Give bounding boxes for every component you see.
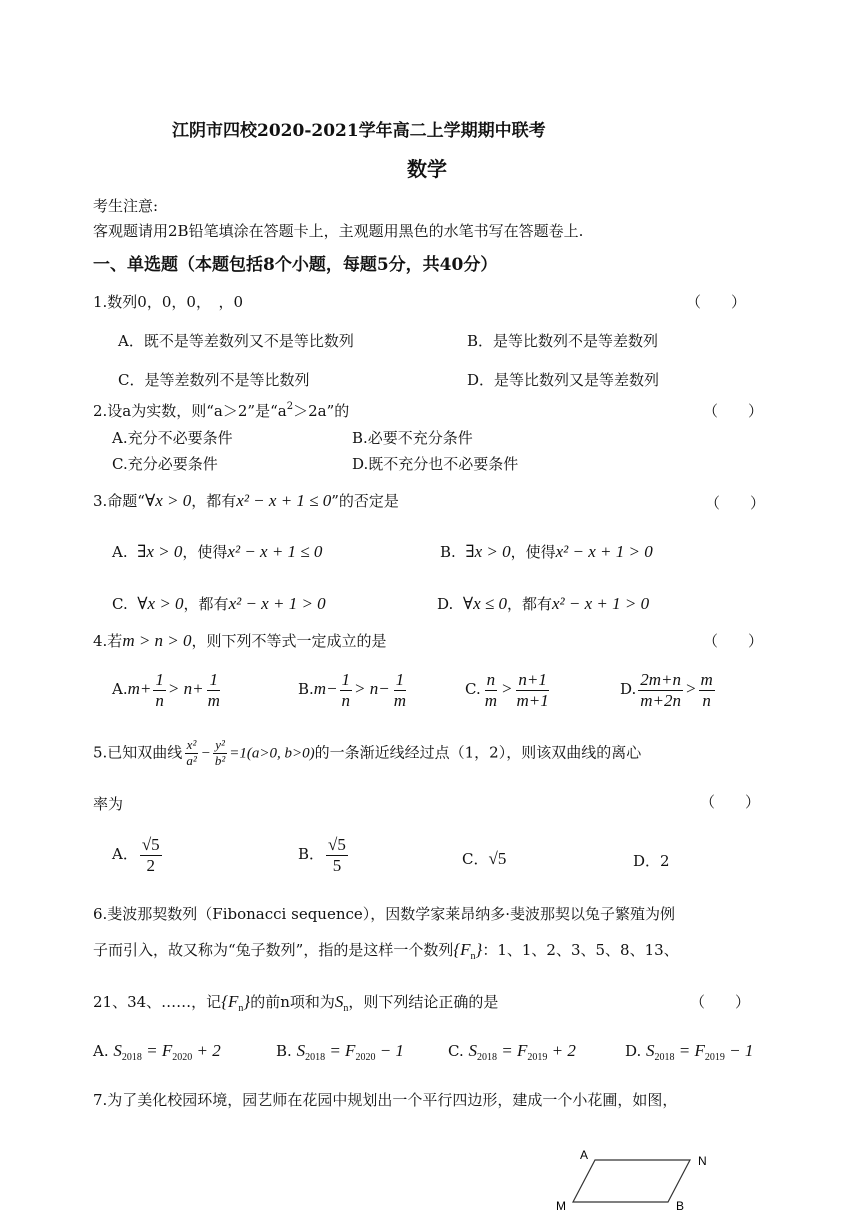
q1-option-a: A．既不是等差数列又不是等比数列 — [118, 332, 354, 350]
q2-option-c: C.充分必要条件 — [112, 455, 218, 473]
q4-option-a: A.m+ $\frac{1}{n}$ > n+ $\frac{1}{m}$ — [112, 670, 220, 710]
q2-answer-paren: （ ） — [703, 402, 764, 420]
notice-label: 考生注意: — [93, 197, 159, 215]
q3-answer-paren: （ ） — [705, 494, 766, 512]
q5-option-d: D．2 — [633, 852, 670, 870]
q5-option-b: B． $\frac{√5}{5}$ — [298, 835, 346, 875]
q1-option-d: D．是等比数列又是等差数列 — [467, 371, 660, 389]
q1-option-c: C．是等差数列不是等比数列 — [118, 371, 310, 389]
q6-option-a: A. $S_{2018} = F_{2020} + 2$ — [93, 1041, 221, 1063]
q6-line1: 6.斐波那契数列（Fibonacci sequence），因数学家莱昂纳多·斐波那契以兔子繁殖为例 — [93, 905, 676, 923]
q3-option-b: B. ∃x > 0，使得x² − x + 1 > 0 — [440, 542, 653, 561]
subject-title: 数学 — [407, 157, 447, 181]
vertex-label-n: N — [698, 1154, 707, 1168]
notice-text: 客观题请用2B铅笔填涂在答题卡上，主观题用黑色的水笔书写在答题卷上. — [93, 222, 584, 240]
q4-option-c: C. $\frac{n}{m}$ > $\frac{n+1}{m+1}$ — [465, 670, 549, 710]
q4-option-b: B.m− $\frac{1}{n}$ > n− $\frac{1}{m}$ — [298, 670, 407, 710]
parallelogram-figure — [550, 1140, 730, 1215]
q7-stem: 7.为了美化校园环境，园艺师在花园中规划出一个平行四边形，建成一个小花圃，如图， — [93, 1091, 678, 1109]
vertex-label-b: B — [676, 1199, 685, 1213]
q6-option-b: B. $S_{2018} = F_{2020} - 1$ — [276, 1041, 404, 1063]
q2-option-a: A.充分不必要条件 — [112, 429, 233, 447]
section-heading: 一、单选题（本题包括8个小题，每题5分，共40分） — [93, 255, 498, 275]
q3-option-c: C. ∀x > 0，都有x² − x + 1 > 0 — [112, 594, 326, 613]
q6-option-d: D. $S_{2018} = F_{2019} - 1$ — [625, 1041, 754, 1063]
q3-option-a: A. ∃x > 0，使得x² − x + 1 ≤ 0 — [112, 542, 323, 561]
vertex-label-a: A — [580, 1148, 589, 1162]
q6-line3: 21、34、……，记$\{F_n\}$的前n项和为$S_n$，则下列结论正确的是 — [93, 992, 499, 1014]
q5-stem: 5.已知双曲线 $\frac{\text{x²}}{\text{a²}}$ − $\frac{\text{y²}}{\text{b²}}$ =1(a>0, b>0)的一条渐近线经过点（1，2），则该双曲线的离心 — [93, 737, 642, 768]
parallelogram-shape — [573, 1160, 690, 1202]
q3-stem: 3.命题“∀x > 0，都有x² − x + 1 ≤ 0”的否定是 — [93, 491, 399, 510]
q6-option-c: C. $S_{2018} = F_{2019} + 2$ — [448, 1041, 576, 1063]
q6-line2: 子而引入，故又称为“兔子数列”，指的是这样一个数列$\{F_n\}$：1、1、2、3、5、8、13、 — [93, 940, 679, 962]
q1-stem: 1.数列0，0，0， ，0 — [93, 293, 243, 311]
exam-title: 江阴市四校2020-2021学年高二上学期期中联考 — [172, 121, 546, 141]
q1-answer-paren: （ ） — [686, 293, 747, 311]
q5-option-a: A． $\frac{√5}{2}$ — [112, 835, 160, 875]
vertex-label-m: M — [556, 1199, 566, 1213]
q4-stem: 4.若m > n > 0，则下列不等式一定成立的是 — [93, 631, 387, 650]
q4-answer-paren: （ ） — [703, 632, 764, 650]
q3-option-d: D. ∀x ≤ 0，都有x² − x + 1 > 0 — [437, 594, 650, 613]
q2-option-b: B.必要不充分条件 — [352, 429, 473, 447]
q1-option-b: B．是等比数列不是等差数列 — [467, 332, 659, 350]
q2-option-d: D.既不充分也不必要条件 — [352, 455, 519, 473]
q4-option-d: D. $\frac{2m+n}{m+2n}$ > $\frac{m}{n}$ — [620, 670, 713, 710]
q2-stem: 2.设a为实数，则“a＞2”是“$a^2>2a$”的 — [93, 401, 350, 420]
q5-option-c: C．√5 — [462, 849, 507, 868]
q5-stem-cont: 率为 — [93, 795, 124, 813]
q6-answer-paren: （ ） — [690, 993, 751, 1011]
q5-answer-paren: （ ） — [700, 793, 761, 811]
